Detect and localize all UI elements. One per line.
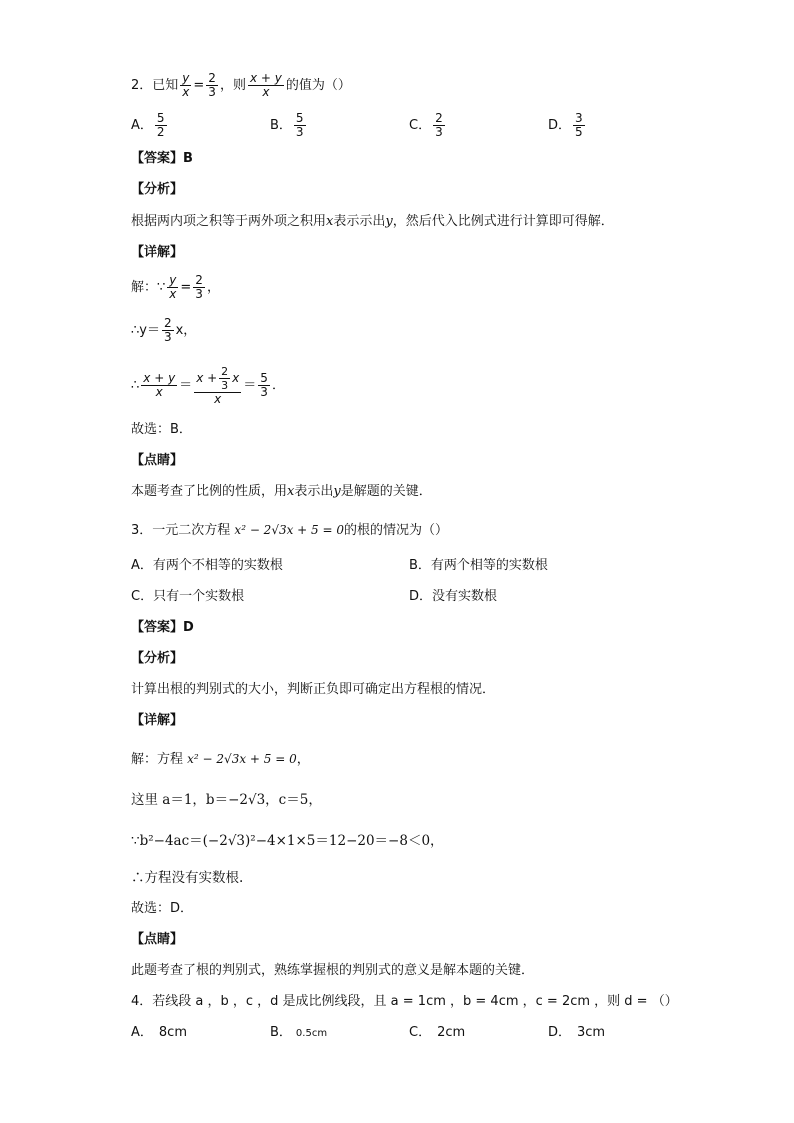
q2-detail-head: 【详解】 bbox=[131, 245, 184, 260]
q3-solution-line-2: 这里 a＝1，b＝−2√3，c＝5， bbox=[131, 792, 322, 808]
q3-stem: 3．一元二次方程 x² − 2√3x + 5 = 0的根的情况为（） bbox=[131, 523, 449, 538]
q3-equation: x² − 2√3x + 5 = 0 bbox=[234, 523, 345, 537]
q2-comment-head: 【点睛】 bbox=[131, 453, 184, 468]
q3-comment: 此题考查了根的判别式，熟练掌握根的判别式的意义是解本题的关键． bbox=[131, 963, 535, 978]
q2-frac-2-over-3: $\frac{2}{3}$ bbox=[208, 71, 216, 99]
q3-detail-head: 【详解】 bbox=[131, 713, 184, 728]
q2-solution-line-1: 解：∵ $\frac{y}{x}$ = $\frac{2}{3}$ ， bbox=[131, 273, 220, 301]
q4-stem: 4．若线段 a ，b ，c ，d 是成比例线段，且 a = 1cm ，b = 4cm ，c = 2cm ，则 d = （） bbox=[131, 994, 678, 1009]
q2-comment: 本题考查了比例的性质，用x表示出y是解题的关键． bbox=[131, 484, 432, 499]
q3-analysis-head: 【分析】 bbox=[131, 651, 184, 666]
q2-answer: 【答案】B bbox=[131, 151, 193, 166]
q3-option-c: C．只有一个实数根 bbox=[131, 589, 245, 604]
q2-option-b: B． $\frac{5}{3}$ bbox=[270, 111, 304, 139]
q2-frac-xy-over-x: $\frac{x + y}{x}$ bbox=[249, 71, 282, 99]
q2-choice: 故选：B． bbox=[131, 422, 192, 437]
q2-solution-line-2: ∴y＝ $\frac{2}{3}$ x， bbox=[131, 316, 197, 344]
q2-frac-y-over-x: $\frac{y}{x}$ bbox=[182, 71, 190, 99]
q2-option-a: A． $\frac{5}{2}$ bbox=[131, 111, 165, 139]
q2-analysis: 根据两内项之积等于两外项之积用x表示示出y，然后代入比例式进行计算即可得解． bbox=[131, 214, 614, 229]
q3-analysis: 计算出根的判别式的大小，判断正负即可确定出方程根的情况． bbox=[131, 682, 496, 697]
q2-solution-line-3: ∴ $\frac{x + y}{x}$ ＝ x + $\frac{2}{3}$ x x ＝ $\frac{5}{3}$ ． bbox=[131, 365, 285, 406]
q2-option-c: C． $\frac{2}{3}$ bbox=[409, 111, 443, 139]
q3-option-a: A．有两个不相等的实数根 bbox=[131, 558, 283, 573]
q3-comment-head: 【点睛】 bbox=[131, 932, 184, 947]
q3-solution-line-1: 解：方程 x² − 2√3x + 5 = 0， bbox=[131, 752, 310, 767]
q3-answer: 【答案】D bbox=[131, 620, 194, 635]
q2-analysis-head: 【分析】 bbox=[131, 182, 184, 197]
q2-stem: 2．已知 $\frac{y}{x}$ = $\frac{2}{3}$ ，则 $\frac{x + y}{x}$ 的值为（） bbox=[131, 71, 351, 99]
q3-choice: 故选：D． bbox=[131, 901, 194, 916]
q2-option-d: D． $\frac{3}{5}$ bbox=[548, 111, 583, 139]
q3-solution-line-3: ∵b²−4ac＝(−2√3)²−4×1×5＝12−20＝−8＜0， bbox=[131, 833, 444, 849]
q3-option-b: B．有两个相等的实数根 bbox=[409, 558, 548, 573]
q4-option-b: B． 0.5cm bbox=[270, 1025, 328, 1040]
q3-option-d: D．没有实数根 bbox=[409, 589, 498, 604]
q3-solution-line-4: ∴方程没有实数根. bbox=[131, 870, 244, 886]
q4-option-c: C． 2cm bbox=[409, 1025, 466, 1040]
q4-option-a: A． 8cm bbox=[131, 1025, 187, 1040]
q4-option-d: D． 3cm bbox=[548, 1025, 606, 1040]
